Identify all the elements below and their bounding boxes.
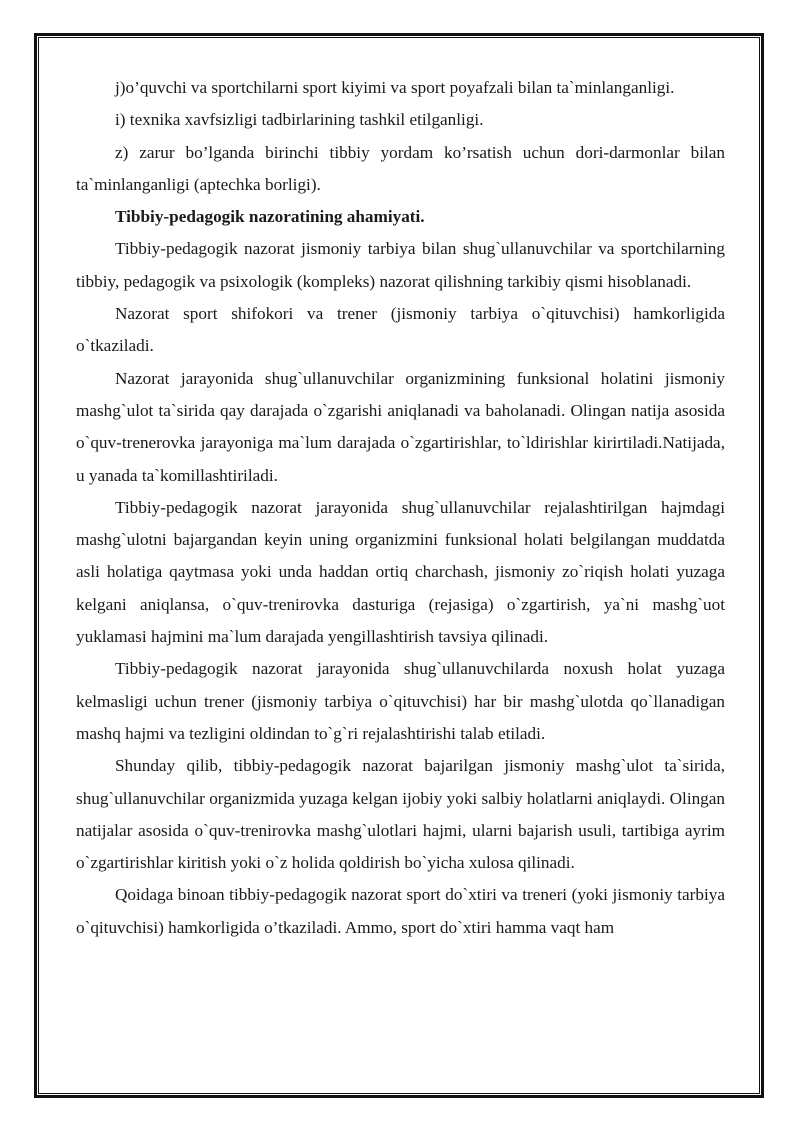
- paragraph-7: Qoidaga binoan tibbiy-pedagogik nazorat sport do`xtiri va treneri (yoki jismoniy tarbiya o`qituvchisi) hamkorligida o’tkaziladi. Ammo, sport do`xtiri hamma vaqt ham: [76, 885, 725, 937]
- paragraph-5: Tibbiy-pedagogik nazorat jarayonida shug`ullanuvchilarda noxush holat yuzaga kelmasligi uchun trener (jismoniy tarbiya o`qituvchisi) har bir mashg`ulotda qo`llanadigan mashq hajmi va tezligini oldindan to`g`ri rejalashtirishi talab etiladi.: [76, 659, 725, 743]
- document-body: [76, 72, 725, 944]
- paragraph-1: Tibbiy-pedagogik nazorat jismoniy tarbiya bilan shug`ullanuvchilar va sportchilarning tibbiy, pedagogik va psixologik (kompleks) nazorat qilishning tarkibiy qismi hisoblanadi.: [76, 239, 725, 291]
- paragraph-2: Nazorat sport shifokori va trener (jismoniy tarbiya o`qituvchisi) hamkorligida o`tkaziladi.: [76, 304, 725, 356]
- paragraph-3: Nazorat jarayonida shug`ullanuvchilar organizmining funksional holatini jismoniy mashg`ulot ta`sirida qay darajada o`zgarishi aniqlanadi va baholanadi. Olingan natija asosida o`quv-trenerovka jarayoniga ma`lum darajada o`zgartirishlar, to`ldirishlar kirirtiladi.Natijada, u yanada ta`komillashtiriladi.: [76, 368, 725, 485]
- list-item-j: j)o’quvchi va sportchilarni sport kiyimi va sport poyafzali bilan ta`minlanganligi.: [115, 78, 675, 97]
- list-item-z: z) zarur bo’lganda birinchi tibbiy yordam ko’rsatish uchun dori-darmonlar bilan ta`minlanganligi (aptechka borligi).: [76, 142, 725, 194]
- paragraph-4: Tibbiy-pedagogik nazorat jarayonida shug`ullanuvchilar rejalashtirilgan hajmdagi mashg`ulotni bajargandan keyin uning organizmini funksional holati belgilangan muddatda asli holatiga qaytmasa yoki unda haddan ortiq charchash, jismoniy zo`riqish holati yuzaga kelgani aniqlansa, o`quv-trenirovka dasturiga (rejasiga) o`zgartirish, ya`ni mashg`uot yuklamasi hajmini ma`lum darajada yengillashtirish tavsiya qilinadi.: [76, 497, 725, 647]
- section-heading: Tibbiy-pedagogik nazoratining ahamiyati.: [115, 207, 425, 227]
- paragraph-6: Shunday qilib, tibbiy-pedagogik nazorat bajarilgan jismoniy mashg`ulot ta`sirida, shug`ullanuvchilar organizmida yuzaga kelgan ijobiy yoki salbiy holatlarni aniqlaydi. Olingan natijalar asosida o`quv-trenirovka mashg`ulotlari hajmi, ularni bajarish usuli, tartibiga ayrim o`zgartirishlar kiritish yoki o`z holida qoldirish bo`yicha xulosa qilinadi.: [76, 756, 725, 873]
- list-item-i: i) texnika xavfsizligi tadbirlarining tashkil etilganligi.: [115, 110, 484, 130]
